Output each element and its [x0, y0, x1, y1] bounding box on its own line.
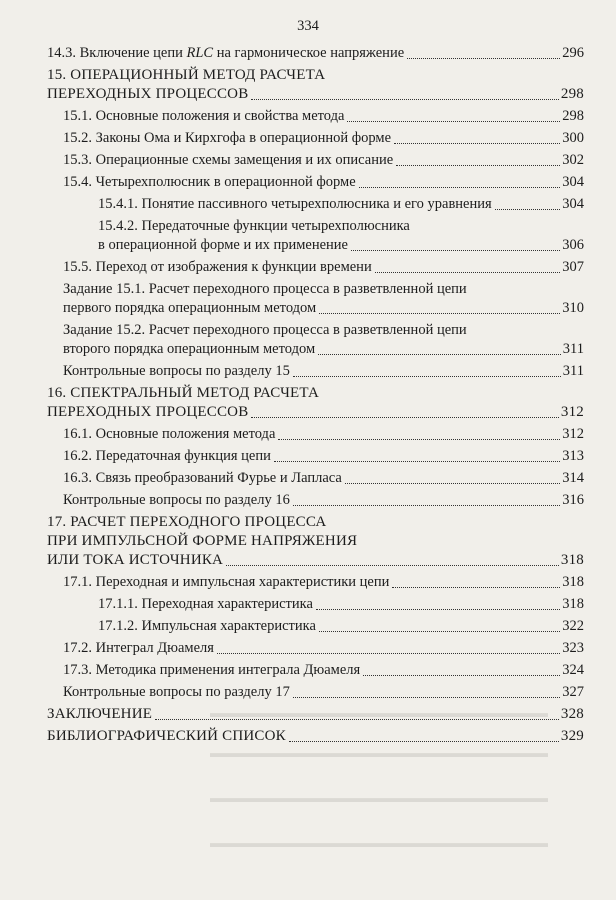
toc-entry-17-2[interactable] — [47, 639, 584, 658]
toc-entry-row — [98, 595, 584, 614]
toc-entry-row — [98, 617, 584, 636]
dot-leader — [345, 482, 560, 484]
dot-leader — [394, 142, 560, 144]
page-number: 334 — [297, 18, 319, 34]
toc-entry-page-number: 322 — [562, 618, 584, 634]
toc-entry-row — [47, 551, 584, 570]
toc-entry-title: 16.2. Передаточная функция цепи — [63, 448, 271, 464]
toc-entry-row — [63, 340, 584, 359]
toc-entry-title: ЗАКЛЮЧЕНИЕ — [47, 706, 153, 722]
toc-entry-title: первого порядка операционным методом — [63, 300, 317, 316]
toc-entry-title: ИЛИ ТОКА ИСТОЧНИКА — [47, 552, 224, 568]
toc-entry-row — [63, 151, 584, 170]
toc-entry-title: Контрольные вопросы по разделу 17 — [63, 684, 290, 700]
toc-entry-title-line: Задание 15.1. Расчет переходного процесса в разветвленной цепи — [63, 281, 467, 297]
toc-entry-15-1[interactable] — [47, 107, 584, 126]
toc-entry-page-number: 304 — [562, 174, 584, 190]
toc-entry-page-number: 306 — [562, 237, 584, 253]
dot-leader — [363, 674, 560, 676]
dot-leader — [375, 271, 561, 273]
dot-leader — [495, 208, 561, 210]
toc-entry-page-number: 312 — [562, 426, 584, 442]
dot-leader — [217, 652, 560, 654]
toc-entry-row — [63, 362, 584, 381]
toc-entry-title: второго порядка операционным методом — [63, 341, 316, 357]
toc-entry-row — [63, 469, 584, 488]
toc-entry-conclusion[interactable] — [47, 705, 584, 724]
toc-entry-title: в операционной форме и их применение — [98, 237, 348, 253]
toc-entry-page-number: 318 — [560, 552, 584, 568]
toc-entry-title: 15.4.1. Понятие пассивного четырехполюсника и его уравнения — [98, 196, 492, 212]
toc-entry-15-4-1[interactable] — [47, 195, 584, 214]
dot-leader — [293, 375, 561, 377]
dot-leader — [351, 249, 560, 251]
toc-entry-title: 17.1.2. Импульсная характеристика — [98, 618, 316, 634]
toc-entry-15-4-2[interactable] — [47, 217, 584, 255]
toc-entry-page-number: 313 — [562, 448, 584, 464]
toc-entry-title-line: 15. ОПЕРАЦИОННЫЙ МЕТОД РАСЧЕТА — [47, 67, 326, 83]
dot-leader — [293, 504, 560, 506]
toc-entry-q-15[interactable] — [47, 362, 584, 381]
dot-leader — [316, 608, 560, 610]
toc-entry-16-1[interactable] — [47, 425, 584, 444]
toc-entry-page-number: 310 — [562, 300, 584, 316]
toc-entry-row — [63, 573, 584, 592]
toc-entry-title-line: 15.4.2. Передаточные функции четырехполюсника — [98, 218, 410, 234]
toc-entry-page-number: 323 — [562, 640, 584, 656]
toc-entry-14-3[interactable] — [47, 44, 584, 63]
dot-leader — [319, 312, 560, 314]
toc-entry-page-number: 311 — [562, 341, 584, 357]
toc-entry-page-number: 316 — [562, 492, 584, 508]
toc-entry-page-number: 307 — [562, 259, 584, 275]
toc-entry-16-3[interactable] — [47, 469, 584, 488]
toc-entry-page-number: 298 — [562, 108, 584, 124]
toc-entry-title: 15.1. Основные положения и свойства метода — [63, 108, 345, 124]
toc-entry-row — [63, 661, 584, 680]
toc-entry-title-line: 17. РАСЧЕТ ПЕРЕХОДНОГО ПРОЦЕССА — [47, 514, 327, 530]
toc-entry-row — [63, 299, 584, 318]
dot-leader — [407, 57, 560, 59]
toc-entry-title: Контрольные вопросы по разделу 15 — [63, 363, 290, 379]
toc-entry-title: 15.4. Четырехполюсник в операционной форме — [63, 174, 356, 190]
toc-entry-title: ПЕРЕХОДНЫХ ПРОЦЕССОВ — [47, 404, 249, 420]
toc-entry-16[interactable] — [47, 384, 584, 422]
toc-entry-17-3[interactable] — [47, 661, 584, 680]
toc-entry-task-15-2[interactable] — [47, 321, 584, 359]
toc-entry-15[interactable] — [47, 66, 584, 104]
toc-entry-17-1-2[interactable] — [47, 617, 584, 636]
toc-entry-title-line: ПРИ ИМПУЛЬСНОЙ ФОРМЕ НАПРЯЖЕНИЯ — [47, 533, 358, 549]
toc-entry-title: 17.1.1. Переходная характеристика — [98, 596, 313, 612]
toc-entry-row — [47, 403, 584, 422]
toc-entry-row — [63, 107, 584, 126]
toc-entry-page-number: 298 — [560, 86, 584, 102]
toc-entry-page-number: 329 — [560, 728, 584, 744]
toc-entry-page-number: 300 — [562, 130, 584, 146]
dot-leader — [251, 416, 558, 418]
toc-entry-page-number: 311 — [562, 363, 584, 379]
toc-entry-row — [47, 44, 584, 63]
toc-entry-page-number: 324 — [562, 662, 584, 678]
toc-entry-title: БИБЛИОГРАФИЧЕСКИЙ СПИСОК — [47, 728, 286, 744]
toc-entry-row — [63, 425, 584, 444]
dot-leader — [155, 718, 559, 720]
toc-entry-q-17[interactable] — [47, 683, 584, 702]
toc-entry-title: ПЕРЕХОДНЫХ ПРОЦЕССОВ — [47, 86, 249, 102]
toc-entry-title: 15.2. Законы Ома и Кирхгофа в операционной форме — [63, 130, 392, 146]
bleed-through-text: ▬▬▬▬▬▬▬▬▬▬▬▬▬▬▬▬▬▬▬▬▬▬▬▬▬▬ — [210, 705, 548, 720]
dot-leader — [319, 630, 560, 632]
toc-entry-title-line: 16. СПЕКТРАЛЬНЫЙ МЕТОД РАСЧЕТА — [47, 385, 320, 401]
toc-entry-row — [63, 447, 584, 466]
toc-entry-page-number: 312 — [560, 404, 584, 420]
toc-entry-title: 16.1. Основные положения метода — [63, 426, 276, 442]
dot-leader — [274, 460, 560, 462]
toc-entry-page-number: 328 — [560, 706, 584, 722]
toc-entry-title: 16.3. Связь преобразований Фурье и Лапласа — [63, 470, 342, 486]
dot-leader — [392, 586, 560, 588]
toc-entry-title: 17.2. Интеграл Дюамеля — [63, 640, 214, 656]
toc-entry-row — [63, 173, 584, 192]
toc-entry-17-1[interactable] — [47, 573, 584, 592]
toc-entry-title: 15.3. Операционные схемы замещения и их описание — [63, 152, 394, 168]
dot-leader — [289, 740, 559, 742]
bleed-through-text: ▬▬▬▬▬▬▬▬▬▬▬▬▬▬▬▬▬▬▬▬▬▬▬▬▬▬ — [210, 835, 548, 850]
toc-entry-row — [98, 236, 584, 255]
toc-entry-row — [98, 195, 584, 214]
toc-entry-row — [47, 705, 584, 724]
toc-entry-17-1-1[interactable] — [47, 595, 584, 614]
toc-entry-bibliography[interactable] — [47, 727, 584, 746]
bleed-through-text: ▬▬▬▬▬▬▬▬▬▬▬▬▬▬▬▬▬▬▬▬▬▬▬▬▬▬ — [210, 745, 548, 760]
dot-leader — [293, 696, 560, 698]
toc-entry-row — [47, 727, 584, 746]
dot-leader — [278, 438, 560, 440]
dot-leader — [318, 353, 561, 355]
toc-entry-17[interactable] — [47, 513, 584, 570]
toc-entry-15-5[interactable] — [47, 258, 584, 277]
toc-entry-15-2[interactable] — [47, 129, 584, 148]
toc-entry-row — [63, 639, 584, 658]
toc-entry-title: 15.5. Переход от изображения к функции времени — [63, 259, 372, 275]
toc-entry-task-15-1[interactable] — [47, 280, 584, 318]
toc-entry-title: 14.3. Включение цепи RLC на гармоническое напряжение — [47, 45, 405, 61]
dot-leader — [359, 186, 561, 188]
toc-entry-page-number: 327 — [562, 684, 584, 700]
toc-entry-row — [63, 683, 584, 702]
toc-entry-q-16[interactable] — [47, 491, 584, 510]
toc-entry-16-2[interactable] — [47, 447, 584, 466]
toc-entry-title: Контрольные вопросы по разделу 16 — [63, 492, 290, 508]
toc-entry-title: 17.1. Переходная и импульсная характеристики цепи — [63, 574, 390, 590]
toc-entry-row — [63, 129, 584, 148]
toc-entry-15-4[interactable] — [47, 173, 584, 192]
toc-entry-title: 17.3. Методика применения интеграла Дюамеля — [63, 662, 361, 678]
dot-leader — [251, 98, 558, 100]
toc-entry-page-number: 296 — [562, 45, 584, 61]
toc-entry-page-number: 304 — [562, 196, 584, 212]
toc-entry-page-number: 318 — [562, 596, 584, 612]
toc-entry-15-3[interactable] — [47, 151, 584, 170]
toc-entry-row — [47, 85, 584, 104]
toc-entry-title-line: Задание 15.2. Расчет переходного процесса в разветвленной цепи — [63, 322, 467, 338]
toc-entry-row — [63, 491, 584, 510]
toc-entry-page-number: 318 — [562, 574, 584, 590]
bleed-through-text: ▬▬▬▬▬▬▬▬▬▬▬▬▬▬▬▬▬▬▬▬▬▬▬▬▬▬ — [210, 790, 548, 805]
toc-entry-row — [63, 258, 584, 277]
dot-leader — [396, 164, 560, 166]
dot-leader — [226, 564, 559, 566]
toc-entry-page-number: 302 — [562, 152, 584, 168]
toc-entry-page-number: 314 — [562, 470, 584, 486]
dot-leader — [347, 120, 560, 122]
table-of-contents — [47, 44, 584, 749]
